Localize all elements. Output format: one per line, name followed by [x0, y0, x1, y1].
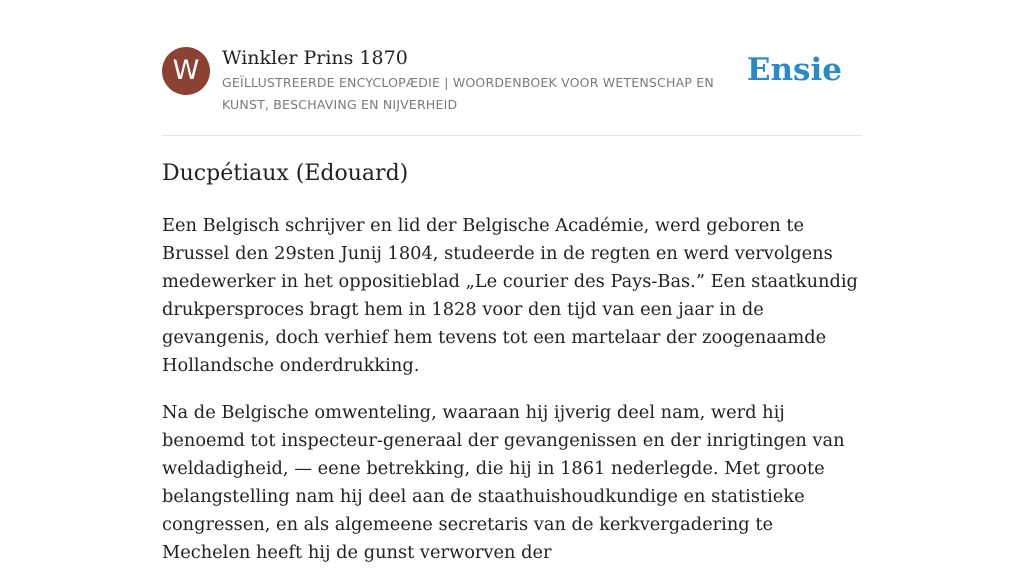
entry-body [162, 212, 864, 586]
ensie-logo[interactable]: Ensie [746, 52, 842, 88]
entry-paragraph: Een Belgisch schrijver en lid der Belgische Académie, werd geboren te Brussel den 29sten Junij 1804, studeerde in de regten en werd vervolgens medewerker in het oppositieblad „Le courier des Pays-Bas.” Een staatkundig drukpersproces bragt hem in 1828 voor den tijd van een jaar in de gevangenis, doch verhief hem tevens tot een martelaar der zoogenaamde Hollandsche onderdrukking. [162, 215, 858, 376]
source-avatar[interactable]: W [162, 47, 210, 95]
source-header [162, 46, 862, 136]
source-subtitle: GEÏLLUSTREERDE ENCYCLOPÆDIE | WOORDENBOEK VOOR WETENSCHAP EN KUNST, BESCHAVING EN NIJVERHEID [222, 75, 714, 112]
entry-paragraph: Na de Belgische omwenteling, waaraan hij ijverig deel nam, werd hij benoemd tot inspecteur-generaal der gevangenissen en der inrigtingen van weldadigheid, — eene betrekking, die hij in 1861 nederlegde. Met groote belangstelling nam hij deel aan de staathuishoudkundige en statistieke congressen, en als algemeene secretaris van de kerkvergadering te Mechelen heeft hij de gunst verworven der [162, 402, 845, 563]
source-title-link[interactable]: Winkler Prins 1870 [222, 47, 408, 69]
entry-title: Ducpétiaux (Edouard) [162, 161, 409, 186]
